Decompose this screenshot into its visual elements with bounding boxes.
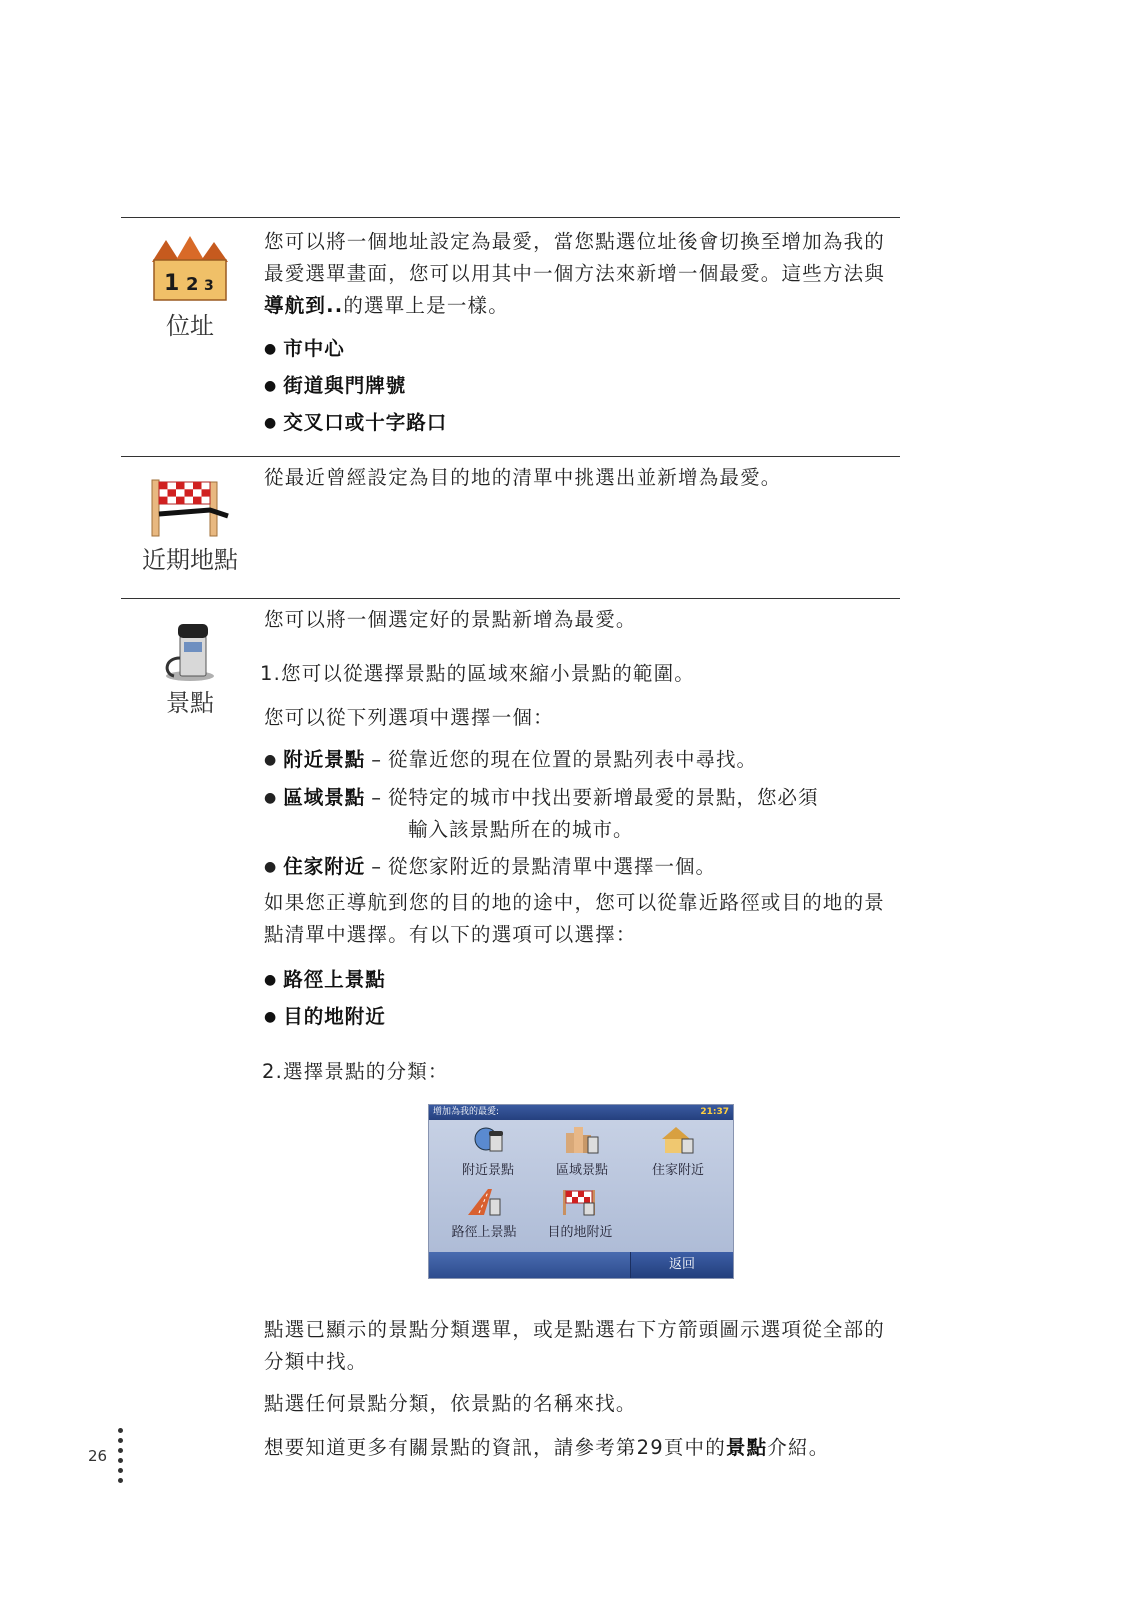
option-item-continued: 輸入該景點所在的城市。: [408, 818, 634, 841]
device-option-city[interactable]: 區域景點: [537, 1125, 627, 1178]
device-time: 21:37: [700, 1107, 729, 1117]
list-item: ● 交叉口或十字路口: [264, 411, 448, 434]
option-item: ● 區域景點 – 從特定的城市中找出要新增最愛的景點，您必須: [264, 786, 819, 809]
device-back-button[interactable]: 返回: [630, 1252, 733, 1278]
poi-intro: 您可以將一個選定好的景點新增為最愛。: [264, 608, 637, 631]
section-divider: [121, 217, 900, 218]
device-title-bar: [429, 1105, 733, 1120]
device-option-nearby[interactable]: 附近景點: [443, 1125, 533, 1178]
svg-text:2: 2: [186, 274, 199, 295]
route-poi-icon: [464, 1187, 504, 1217]
device-screenshot: [428, 1104, 734, 1279]
list-item: ● 街道與門牌號: [264, 374, 407, 397]
address-label: 位址: [166, 312, 214, 340]
option-item: ● 附近景點 – 從靠近您的現在位置的景點列表中尋找。: [264, 748, 757, 771]
poi-step1-sub: 您可以從下列選項中選擇一個：: [264, 706, 554, 729]
list-item: ● 路徑上景點: [264, 968, 386, 991]
address-icon: [146, 234, 236, 310]
device-option-home[interactable]: 住家附近: [633, 1125, 723, 1178]
page-dots-decoration: [118, 1428, 124, 1488]
nav-paragraph: 如果您正導航到您的目的地的途中，您可以從靠近路徑或目的地的景點清單中選擇。有以下的選項可以選擇：: [264, 891, 886, 946]
svg-text:1: 1: [164, 271, 180, 296]
after-paragraph-3: 想要知道更多有關景點的資訊，請參考第29頁中的景點介紹。: [264, 1436, 830, 1459]
after-paragraph-2: 點選任何景點分類，依景點的名稱來找。: [264, 1392, 637, 1415]
svg-text:3: 3: [204, 278, 214, 294]
section-divider: [121, 598, 900, 599]
city-poi-icon: [562, 1125, 602, 1155]
device-title: 增加為我的最愛:: [433, 1107, 500, 1117]
poi-pump-icon: [160, 618, 250, 686]
device-option-destination[interactable]: 目的地附近: [535, 1187, 625, 1240]
recent-destination-flag-icon: [148, 474, 238, 542]
destination-flag-icon: [560, 1187, 600, 1217]
recent-paragraph: 從最近曾經設定為目的地的清單中挑選出並新增為最愛。: [264, 466, 782, 489]
poi-step1: 1.您可以從選擇景點的區域來縮小景點的範圍。: [260, 662, 696, 685]
address-paragraph: 您可以將一個地址設定為最愛，當您點選位址後會切換至增加為我的最愛選單畫面，您可以用其中一個方法來新增一個最愛。這些方法與導航到..的選單上是一樣。: [264, 230, 886, 317]
device-option-route[interactable]: 路徑上景點: [439, 1187, 529, 1240]
after-paragraph-1: 點選已顯示的景點分類選單，或是點選右下方箭頭圖示選項從全部的分類中找。: [264, 1318, 886, 1373]
poi-label: 景點: [166, 689, 214, 717]
list-item: ● 目的地附近: [264, 1005, 386, 1028]
recent-label: 近期地點: [142, 546, 238, 574]
option-item: ● 住家附近 – 從您家附近的景點清單中選擇一個。: [264, 855, 716, 878]
nearby-poi-icon: [468, 1125, 508, 1155]
list-item: ● 市中心: [264, 337, 345, 360]
page-number: 26: [88, 1447, 108, 1465]
section-divider: [121, 456, 900, 457]
poi-step2: 2.選擇景點的分類：: [262, 1060, 449, 1083]
home-poi-icon: [658, 1125, 698, 1155]
